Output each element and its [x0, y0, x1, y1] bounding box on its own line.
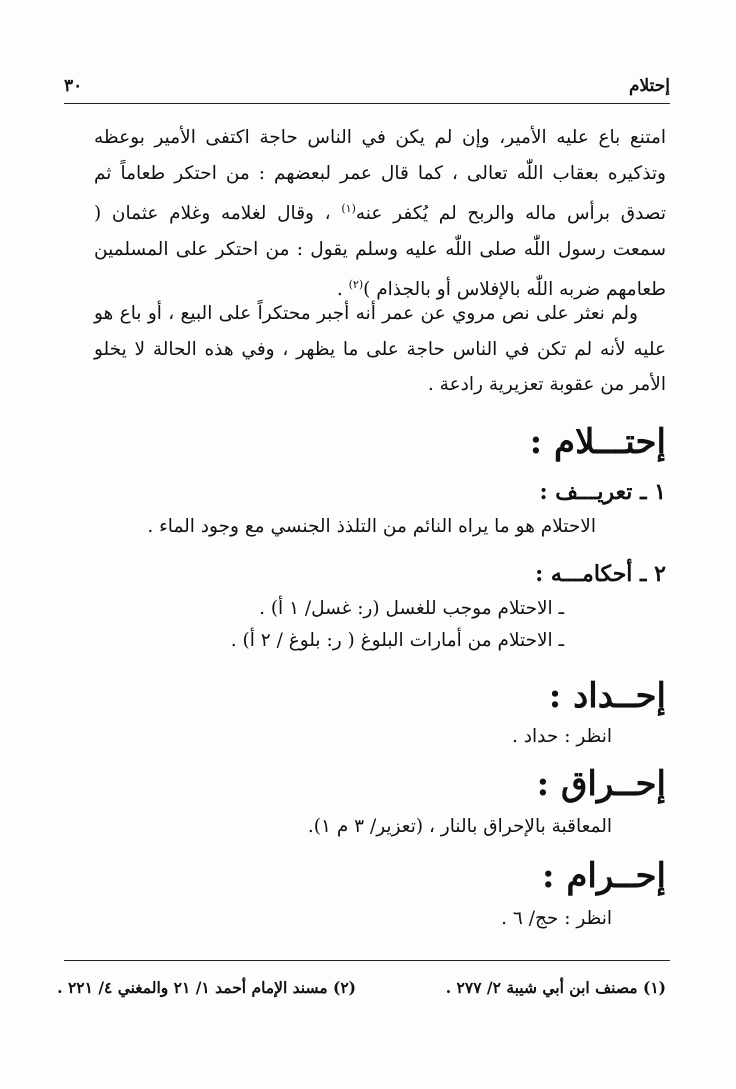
ihram-text: انظر : حج/ ٦ . [501, 908, 612, 929]
rulings-title: ٢ ـ أحكامـــه : [535, 561, 666, 587]
footnote-rule [64, 960, 670, 961]
ruling-2: ـ الاحتلام من أمارات البلوغ ( ر: بلوغ / ٢ أ) . [230, 630, 564, 651]
entry-heading-ihram: إحــرام : [541, 856, 666, 896]
footnote-2: (٢) مسند الإمام أحمد ١/ ٢١ والمغني ٤/ ٢٢١ . [57, 978, 356, 997]
page-number: ٣٠ [64, 76, 83, 96]
ihdad-text: انظر : حداد . [512, 726, 612, 747]
footnote-ref-2[interactable]: (٢) [348, 278, 364, 292]
running-header [64, 76, 670, 100]
para1-end: . [336, 279, 349, 301]
intro-paragraph-1 [94, 120, 666, 308]
para1-text-a: امتنع باع عليه الأمير، وإن لم يكن في الناس حاجة اكتفى الأمير بوعظه وتذكيره بعقاب اللّٰه تعالى ، كما قال عمر لبعضهم : من احتكر طعاماً ثم تصدق برأس ماله والربح لم يُكفر عنه [94, 127, 666, 225]
entry-heading-ihraq: إحــراق : [536, 764, 666, 804]
entry-heading-ihdad: إحــداد : [548, 676, 666, 716]
intro-paragraph-2: ولم نعثر على نص مروي عن عمر أنه أجبر محتكراً على البيع ، أو باع هو عليه لأنه لم تكن في الناس حاجة على ما يظهر ، وفي هذه الحالة لا يخلو الأمر من عقوبة تعزيرية رادعة . [94, 303, 666, 395]
definition-text: الاحتلام هو ما يراه النائم من التلذذ الجنسي مع وجود الماء . [147, 516, 596, 537]
footnote-ref-1[interactable]: (١) [341, 202, 356, 215]
entry-heading-ihtilam: إحتـــلام : [529, 422, 666, 462]
footnote-1: (١) مصنف ابن أبي شيبة ٢/ ٢٧٧ . [445, 978, 666, 997]
ruling-1: ـ الاحتلام موجب للغسل (ر: غسل/ ١ أ) . [259, 598, 564, 619]
ihraq-text: المعاقبة بالإحراق بالنار ، (تعزير/ ٣ م ١). [307, 816, 612, 837]
definition-title: ١ ـ تعريـــف : [539, 479, 666, 505]
para1-text-b: ، وقال لغلامه وغلام عثمان ( سمعت رسول اللّٰه صلى اللّٰه عليه وسلم يقول : من احتكر على المسلمين طعامهم ضربه اللّٰه بالإفلاس أو بالجذام ) [94, 203, 666, 301]
header-rule [64, 103, 670, 104]
header-title: إحتلام [628, 76, 670, 96]
